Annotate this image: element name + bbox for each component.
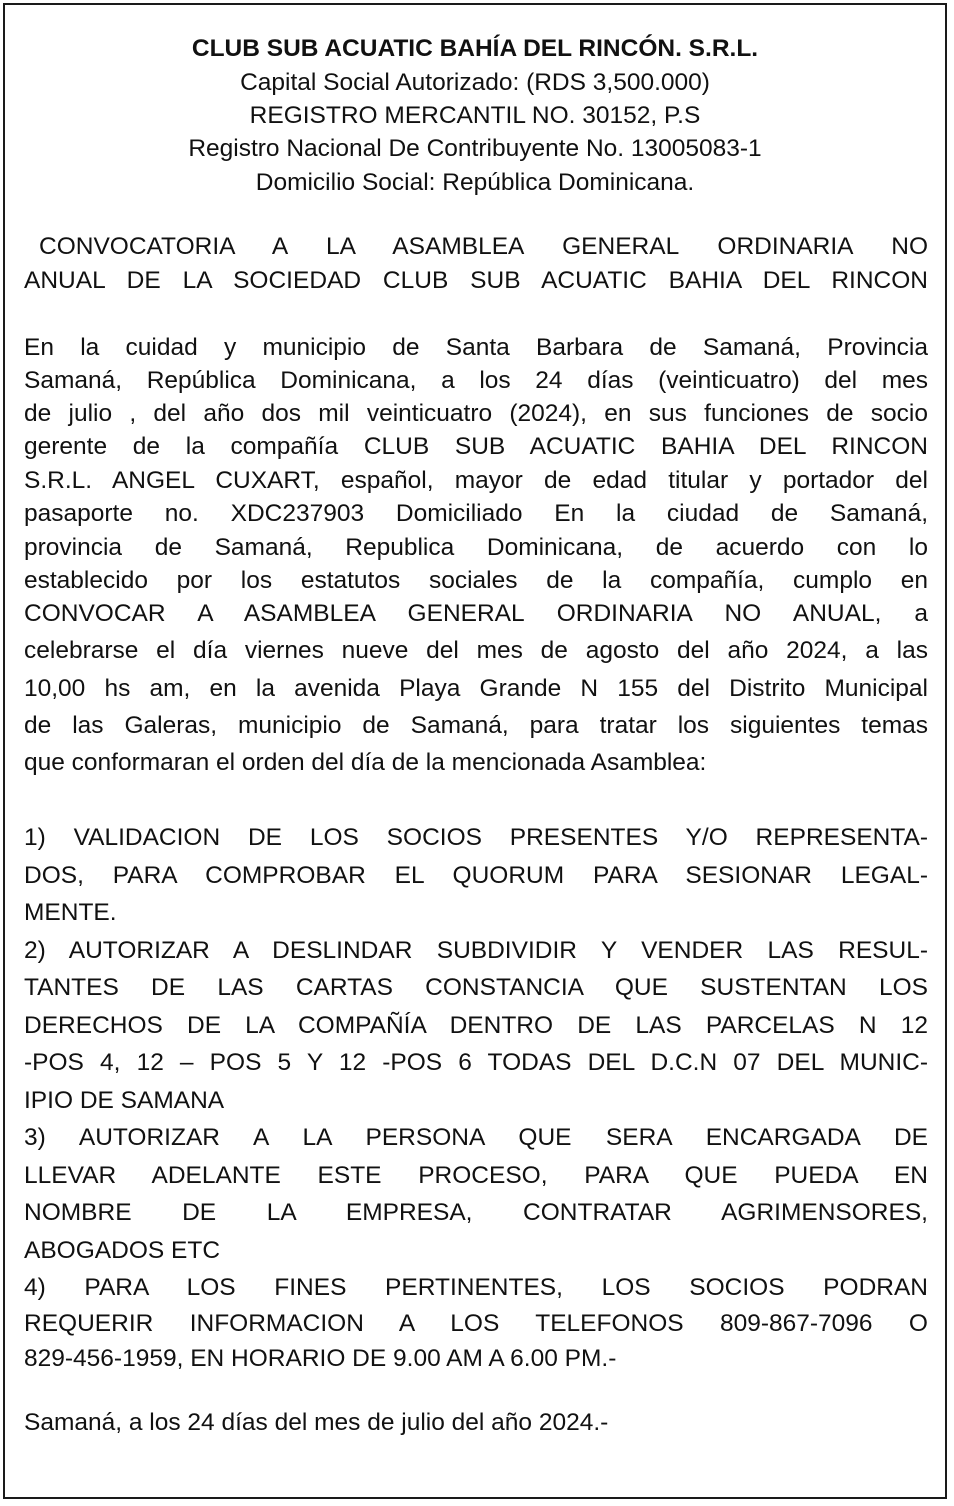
agenda-line: TANTES DE LAS CARTAS CONSTANCIA QUE SUSTENTAN LOS — [24, 974, 928, 1001]
company-name: CLUB SUB ACUATIC BAHÍA DEL RINCÓN. S.R.L. — [191, 35, 759, 62]
notice-title-line-2: ANUAL DE LA SOCIEDAD CLUB SUB ACUATIC BAHIA DEL RINCON — [24, 267, 928, 294]
body-line: En la cuidad y municipio de Santa Barbara de Samaná, Provincia — [24, 334, 928, 361]
agenda-line: 1) VALIDACION DE LOS SOCIOS PRESENTES Y/O REPRESENTA- — [24, 824, 928, 851]
notice-title-line-1: CONVOCATORIA A LA ASAMBLEA GENERAL ORDINARIA NO — [39, 233, 928, 260]
agenda-line: DOS, PARA COMPROBAR EL QUORUM PARA SESIONAR LEGAL- — [24, 862, 928, 889]
body-line: establecido por los estatutos sociales de la compañía, cumplo en — [24, 567, 928, 594]
body-line: de julio , del año dos mil veinticuatro (2024), en sus funciones de socio — [24, 400, 928, 427]
legal-notice — [3, 3, 947, 1499]
capital-social: Capital Social Autorizado: (RDS 3,500.000) — [240, 69, 710, 96]
body-line: 10,00 hs am, en la avenida Playa Grande N 155 del Distrito Municipal — [24, 675, 928, 702]
body-line: pasaporte no. XDC237903 Domiciliado En la ciudad de Samaná, — [24, 500, 928, 527]
agenda-line: DERECHOS DE LA COMPAÑÍA DENTRO DE LAS PARCELAS N 12 — [24, 1012, 928, 1039]
body-line: provincia de Samaná, Republica Dominicana, de acuerdo con lo — [24, 534, 928, 561]
rnc-number: Registro Nacional De Contribuyente No. 13005083-1 — [188, 135, 762, 162]
agenda-line: MENTE. — [24, 899, 117, 926]
body-line: Samaná, República Dominicana, a los 24 días (veinticuatro) del mes — [24, 367, 928, 394]
agenda-line: REQUERIR INFORMACION A LOS TELEFONOS 809-867-7096 O — [24, 1310, 928, 1337]
agenda-line: ABOGADOS ETC — [24, 1237, 221, 1264]
body-line: gerente de la compañía CLUB SUB ACUATIC BAHIA DEL RINCON — [24, 433, 928, 460]
agenda-line: IPIO DE SAMANA — [24, 1087, 225, 1114]
body-line: celebrarse el día viernes nueve del mes de agosto del año 2024, a las — [24, 637, 928, 664]
agenda-line: LLEVAR ADELANTE ESTE PROCESO, PARA QUE PUEDA EN — [24, 1162, 928, 1189]
body-line: de las Galeras, municipio de Samaná, para tratar los siguientes temas — [24, 712, 928, 739]
agenda-line: NOMBRE DE LA EMPRESA, CONTRATAR AGRIMENSORES, — [24, 1199, 928, 1226]
body-line: CONVOCAR A ASAMBLEA GENERAL ORDINARIA NO ANUAL, a — [24, 600, 928, 627]
agenda-line: 3) AUTORIZAR A LA PERSONA QUE SERA ENCARGADA DE — [24, 1124, 928, 1151]
domicilio-social: Domicilio Social: República Dominicana. — [255, 169, 695, 196]
agenda-line: 2) AUTORIZAR A DESLINDAR SUBDIVIDIR Y VENDER LAS RESUL- — [24, 937, 928, 964]
registro-mercantil: REGISTRO MERCANTIL NO. 30152, P.S — [249, 102, 701, 129]
agenda-line: 829-456-1959, EN HORARIO DE 9.00 AM A 6.00 PM.- — [24, 1345, 617, 1372]
body-line: que conformaran el orden del día de la mencionada Asamblea: — [24, 749, 707, 776]
agenda-line: 4) PARA LOS FINES PERTINENTES, LOS SOCIOS PODRAN — [24, 1274, 928, 1301]
body-line: S.R.L. ANGEL CUXART, español, mayor de edad titular y portador del — [24, 467, 928, 494]
closing-line: Samaná, a los 24 días del mes de julio del año 2024.- — [24, 1409, 609, 1436]
agenda-line: -POS 4, 12 – POS 5 Y 12 -POS 6 TODAS DEL D.C.N 07 DEL MUNIC- — [24, 1049, 928, 1076]
